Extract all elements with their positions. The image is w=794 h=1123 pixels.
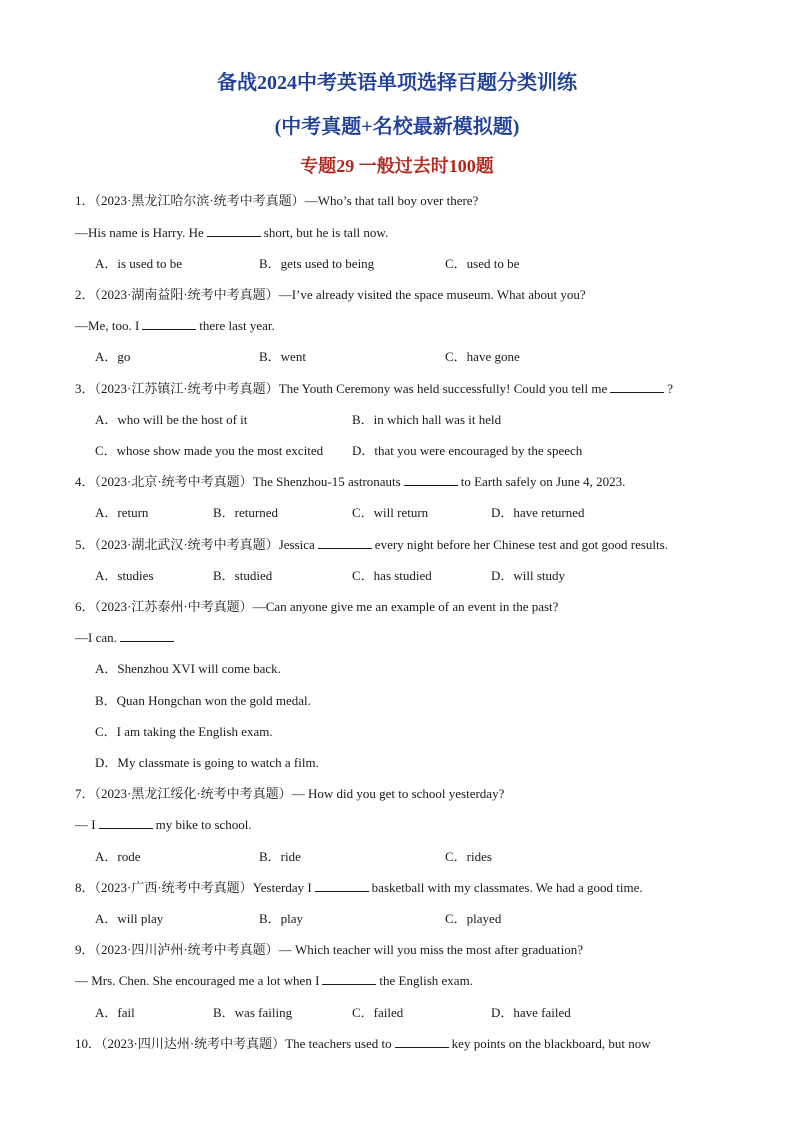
question-9: 9．（2023·四川泸州·统考中考真题）— Which teacher will you miss the most after graduation? <box>75 942 584 957</box>
answer-blank <box>207 224 261 237</box>
option[interactable]: B．was failing <box>213 1005 293 1020</box>
question-4: 4．（2023·北京·统考中考真题）The Shenzhou-15 astronauts to Earth safely on June 4, 2023. <box>75 474 626 489</box>
answer-blank <box>395 1035 449 1048</box>
question-10: 10．（2023·四川达州·统考中考真题）The teachers used to key points on the blackboard, but now <box>75 1036 651 1051</box>
answer-blank <box>120 629 174 642</box>
option[interactable]: D．have failed <box>491 1005 571 1020</box>
question-1: 1．（2023·黑龙江哈尔滨·统考中考真题）—Who’s that tall boy over there? <box>75 193 479 208</box>
option[interactable]: A．fail <box>95 1005 135 1020</box>
option[interactable]: B．Quan Hongchan won the gold medal. <box>95 693 311 708</box>
question-1-line2: —His name is Harry. He short, but he is tall now. <box>75 225 389 240</box>
answer-blank <box>142 317 196 330</box>
option[interactable]: D．will study <box>491 568 566 583</box>
answer-blank <box>610 380 664 393</box>
question-3: 3．（2023·江苏镇江·统考中考真题）The Youth Ceremony was held successfully! Could you tell me ? <box>75 381 674 396</box>
option[interactable]: A．Shenzhou XVI will come back. <box>95 661 281 676</box>
option[interactable]: C．rides <box>445 849 492 864</box>
answer-blank <box>404 473 458 486</box>
option[interactable]: C．failed <box>352 1005 404 1020</box>
subtitle: (中考真题+名校最新模拟题) <box>274 116 520 138</box>
option[interactable]: A．will play <box>95 911 164 926</box>
option[interactable]: C．used to be <box>445 256 520 271</box>
answer-blank <box>99 816 153 829</box>
option[interactable]: B．play <box>259 911 304 926</box>
option[interactable]: A．rode <box>95 849 141 864</box>
question-6-line2: —I can. <box>75 629 177 647</box>
answer-blank <box>322 972 376 985</box>
answer-blank <box>315 879 369 892</box>
option[interactable]: A．studies <box>95 568 154 583</box>
question-6: 6．（2023·江苏泰州·中考真题）—Can anyone give me an example of an event in the past? <box>75 599 559 614</box>
option[interactable]: A．who will be the host of it <box>95 412 248 427</box>
option[interactable]: B．went <box>259 349 306 364</box>
option[interactable]: C．have gone <box>445 349 520 364</box>
option[interactable]: B．ride <box>259 849 301 864</box>
question-2: 2．（2023·湖南益阳·统考中考真题）—I’ve already visited the space museum. What about you? <box>75 287 586 302</box>
answer-blank <box>318 536 372 549</box>
option[interactable]: C．has studied <box>352 568 432 583</box>
question-2-line2: —Me, too. I there last year. <box>75 318 275 333</box>
main-title: 备战2024中考英语单项选择百题分类训练 <box>217 72 577 94</box>
option[interactable]: D．that you were encouraged by the speech <box>352 443 583 458</box>
option[interactable]: A．go <box>95 349 131 364</box>
question-9-line2: — Mrs. Chen. She encouraged me a lot when I the English exam. <box>75 973 473 988</box>
option[interactable]: A．is used to be <box>95 256 183 271</box>
option[interactable]: B．returned <box>213 505 278 520</box>
question-5: 5．（2023·湖北武汉·统考中考真题）Jessica every night before her Chinese test and got good results. <box>75 537 668 552</box>
question-7: 7．（2023·黑龙江绥化·统考中考真题）— How did you get to school yesterday? <box>75 786 505 801</box>
option[interactable]: A．return <box>95 505 149 520</box>
option[interactable]: B．studied <box>213 568 273 583</box>
option[interactable]: D．My classmate is going to watch a film. <box>95 755 319 770</box>
option[interactable]: C．played <box>445 911 502 926</box>
option[interactable]: C．I am taking the English exam. <box>95 724 273 739</box>
option[interactable]: D．have returned <box>491 505 585 520</box>
option[interactable]: B．gets used to being <box>259 256 375 271</box>
topic-title: 专题29 一般过去时100题 <box>300 156 494 176</box>
option[interactable]: C．will return <box>352 505 429 520</box>
question-8: 8．（2023·广西·统考中考真题）Yesterday I basketball with my classmates. We had a good time. <box>75 880 643 895</box>
option[interactable]: C．whose show made you the most excited <box>95 443 324 458</box>
question-7-line2: — I my bike to school. <box>75 817 252 832</box>
option[interactable]: B．in which hall was it held <box>352 412 502 427</box>
